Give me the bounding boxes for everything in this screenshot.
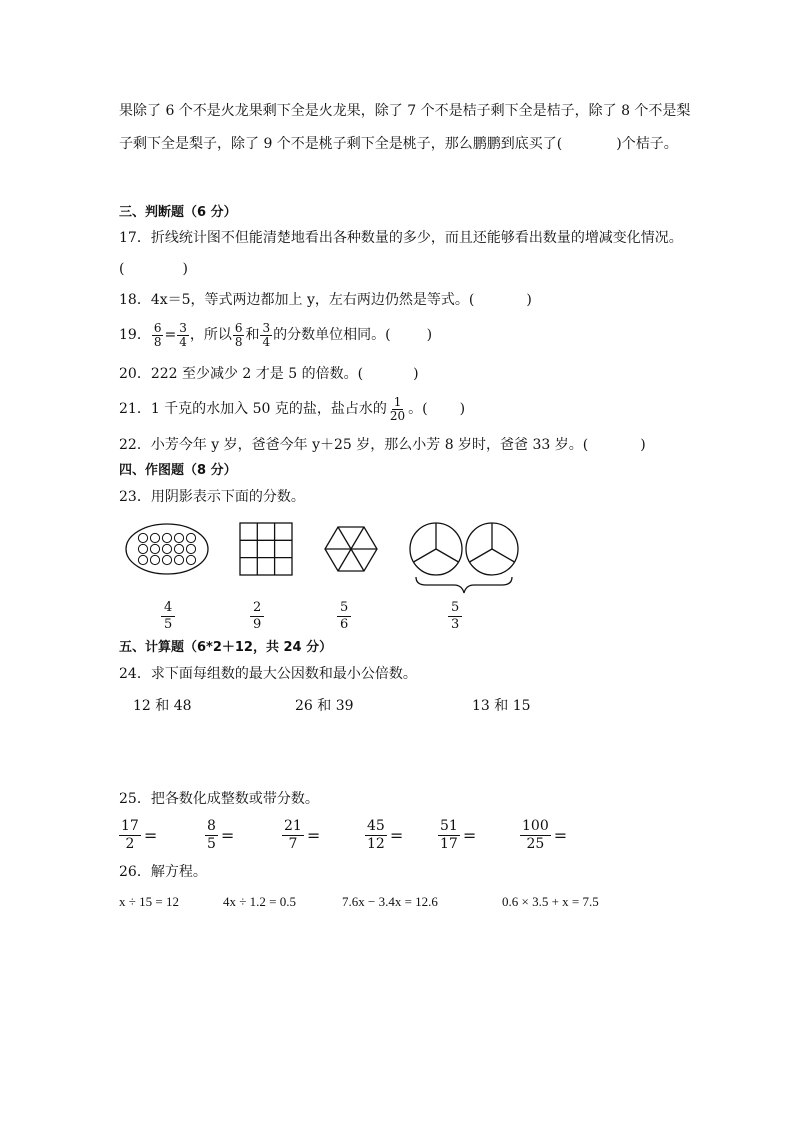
question-19 bbox=[119, 320, 432, 350]
question-17-paren bbox=[119, 259, 188, 279]
equation-3: 7.6x − 3.4x = 12.6 bbox=[342, 894, 438, 909]
paren-close: ) bbox=[182, 261, 188, 277]
paren-close: ) bbox=[459, 401, 466, 417]
pair-1: 12 和 48 bbox=[133, 698, 192, 714]
paren-close: ) bbox=[640, 437, 646, 453]
question-20 bbox=[119, 364, 419, 384]
equation-4: 0.6 × 3.5 + x = 7.5 bbox=[502, 894, 599, 909]
question-21-tail: 。( bbox=[408, 401, 428, 417]
fraction: $\frac{6}{8}$ bbox=[234, 320, 243, 349]
paren-close: ) bbox=[426, 327, 433, 343]
fraction: $\frac{3}{4}$ bbox=[179, 320, 187, 349]
and-text: 和 bbox=[245, 327, 260, 343]
convert-5: $\frac{51}{17}$ = bbox=[440, 818, 477, 852]
shape-fraction-1: $\frac{4}{5}$ bbox=[161, 600, 175, 633]
question-18-text: 18．4x＝5，等式两边都加上 y，左右两边仍然是等式。( bbox=[119, 292, 475, 308]
question-23: 23．用阴影表示下面的分数。 bbox=[119, 489, 305, 505]
equation-2: 4x ÷ 1.2 = 0.5 bbox=[223, 894, 296, 909]
section4-title: 四、作图题（8 分） bbox=[119, 463, 237, 478]
fraction: $\frac{6}{8}$ bbox=[153, 320, 162, 349]
question-25: 25．把各数化成整数或带分数。 bbox=[119, 791, 319, 807]
convert-6: $\frac{100}{25}$ = bbox=[522, 818, 568, 852]
question-20-text: 20．222 至少减少 2 才是 5 的倍数。( bbox=[119, 366, 364, 382]
convert-1: $\frac{17}{2}$ = bbox=[121, 818, 158, 852]
section3-title: 三、判断题（6 分） bbox=[119, 205, 237, 220]
equals: = bbox=[164, 327, 177, 343]
question-17: 17．折线统计图不但能清楚地看出各种数量的多少，而且还能够看出数量的增减变化情况。 bbox=[119, 230, 683, 246]
circle-three-parts-left[interactable] bbox=[410, 523, 462, 575]
question-21-text: 21．1 千克的水加入 50 克的盐，盐占水的 bbox=[119, 401, 387, 417]
convert-2: $\frac{8}{5}$ = bbox=[207, 818, 235, 852]
shape-fraction-4: $\frac{5}{3}$ bbox=[448, 600, 462, 633]
paren-open: ( bbox=[119, 261, 125, 277]
convert-4: $\frac{45}{12}$ = bbox=[367, 818, 404, 852]
question-18 bbox=[119, 290, 532, 310]
question-22-text: 22．小芳今年 y 岁，爸爸今年 y＋25 岁，那么小芳 8 岁时，爸爸 33 岁。( bbox=[119, 437, 589, 453]
paren-close: ) bbox=[526, 292, 532, 308]
question-19-mid: ，所以 bbox=[189, 327, 232, 343]
question-26: 26．解方程。 bbox=[119, 864, 207, 880]
circle-three-parts-right[interactable] bbox=[466, 523, 518, 575]
underbrace bbox=[416, 577, 512, 593]
shape-fraction-2: $\frac{2}{9}$ bbox=[250, 600, 264, 633]
shape-fraction-3: $\frac{5}{6}$ bbox=[337, 600, 351, 633]
section5-title: 五、计算题（6*2＋12，共 24 分） bbox=[119, 640, 333, 655]
fraction: $\frac{3}{4}$ bbox=[262, 320, 271, 349]
shape-figures bbox=[0, 515, 794, 605]
intro-line-2 bbox=[119, 134, 678, 154]
question-22 bbox=[119, 435, 646, 455]
fraction: $\frac{1}{20}$ bbox=[389, 394, 406, 423]
convert-3: $\frac{21}{7}$ = bbox=[284, 818, 321, 852]
question-19-prefix: 19． bbox=[119, 327, 151, 343]
paren-close: ) bbox=[413, 366, 419, 382]
question-19-tail: 的分数单位相同。( bbox=[273, 327, 391, 343]
pair-2: 26 和 39 bbox=[295, 698, 354, 714]
intro-line-1: 果除了 6 个不是火龙果剩下全是火龙果，除了 7 个不是桔子剩下全是桔子，除了 8 个不是梨 bbox=[119, 103, 691, 119]
equation-1: x ÷ 15 = 12 bbox=[119, 894, 179, 909]
question-24: 24．求下面每组数的最大公因数和最小公倍数。 bbox=[119, 666, 417, 682]
grid-3x3[interactable] bbox=[240, 523, 292, 575]
intro-line-2-text: 子剩下全是梨子，除了 9 个不是桃子剩下全是桃子，那么鹏鹏到底买了( bbox=[119, 136, 563, 152]
pair-3: 13 和 15 bbox=[472, 698, 531, 714]
oval-with-dots[interactable] bbox=[126, 524, 208, 574]
intro-line-2-end: )个桔子。 bbox=[616, 136, 678, 152]
question-21 bbox=[119, 393, 465, 425]
hexagon-six-parts[interactable] bbox=[325, 527, 377, 571]
